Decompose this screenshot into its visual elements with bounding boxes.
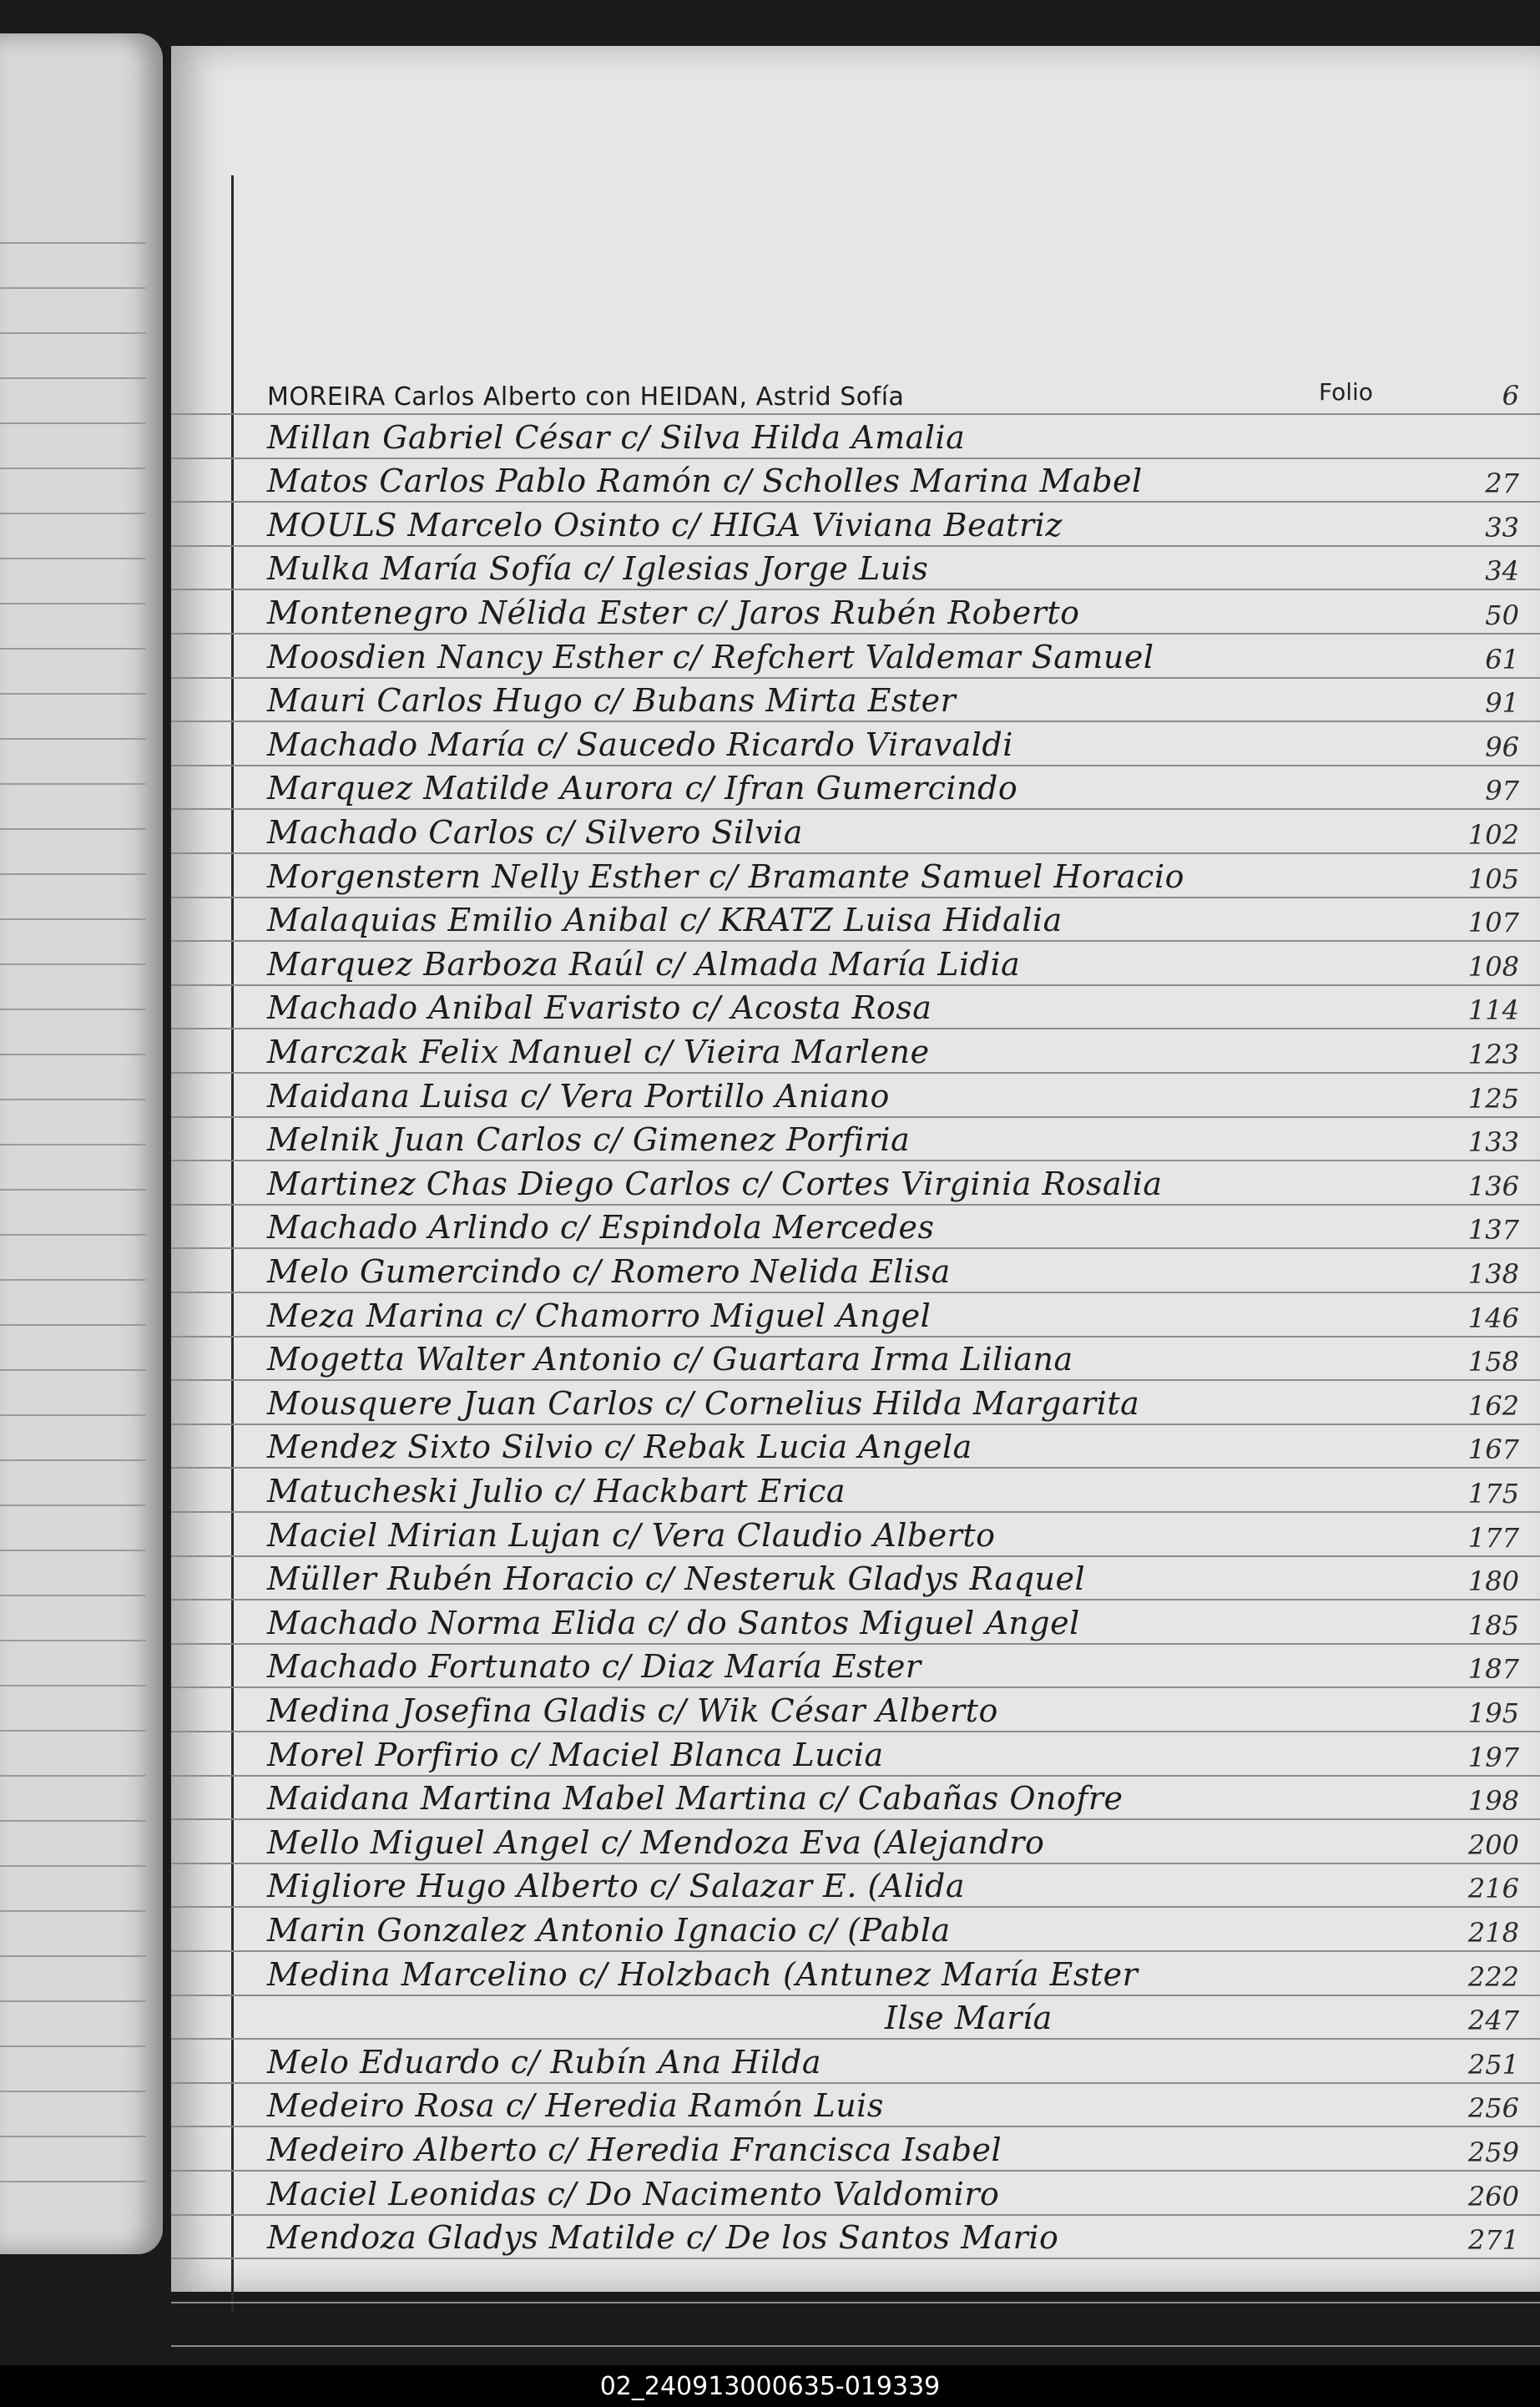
entry-name: Marquez Barboza Raúl c/ Almada María Lidia	[267, 946, 1021, 983]
entry-folio: 200	[1467, 1829, 1519, 1861]
left-page-rule	[0, 1279, 146, 1281]
ledger-entry	[267, 1998, 1536, 2040]
left-page-rule	[0, 1369, 146, 1371]
ledger-entry	[267, 1471, 1536, 1513]
left-page-rule	[0, 873, 146, 875]
ledger-entry	[267, 2174, 1536, 2216]
entry-folio: 6	[1502, 380, 1519, 412]
entry-folio: 97	[1485, 775, 1519, 807]
entry-name: Moosdien Nancy Esther c/ Refchert Valdemar Samuel	[267, 639, 1154, 675]
ledger-entry	[267, 1954, 1536, 1996]
folio-header: Folio	[1319, 378, 1373, 406]
entry-name: Medina Josefina Gladis c/ Wik César Alberto	[267, 1692, 998, 1729]
entry-folio: 195	[1467, 1697, 1519, 1729]
ledger-entry	[267, 1603, 1536, 1645]
left-page-rule	[0, 513, 146, 514]
ledger-entry	[267, 1032, 1536, 1074]
entry-folio: 251	[1467, 2049, 1519, 2081]
entry-name: Marquez Matilde Aurora c/ Ifran Gumercindo	[267, 770, 1018, 807]
entry-folio: 260	[1467, 2181, 1519, 2212]
entry-folio: 136	[1467, 1171, 1519, 1202]
ledger-entry	[267, 1515, 1536, 1557]
entry-folio: 123	[1467, 1039, 1519, 1070]
ledger-entry	[267, 461, 1536, 503]
entry-folio: 102	[1467, 819, 1519, 851]
entry-name: Mulka María Sofía c/ Iglesias Jorge Luis	[267, 550, 929, 587]
left-page-rule	[0, 1099, 146, 1100]
entry-name: Melo Eduardo c/ Rubín Ana Hilda	[267, 2044, 822, 2081]
left-page-rule	[0, 242, 146, 244]
entry-folio: 133	[1467, 1126, 1519, 1158]
entry-folio: 105	[1467, 863, 1519, 895]
entry-folio: 27	[1485, 468, 1519, 499]
entry-name: Mendez Sixto Silvio c/ Rebak Lucia Angela	[267, 1429, 972, 1465]
ledger-entry	[267, 1691, 1536, 1732]
ledger-entry	[267, 1735, 1536, 1777]
left-page-rule	[0, 1685, 146, 1686]
entry-folio: 216	[1467, 1873, 1519, 1904]
ledger-entry	[267, 1559, 1536, 1600]
entry-name: Morgenstern Nelly Esther c/ Bramante Samuel Horacio	[267, 858, 1184, 895]
left-page-rule	[0, 287, 146, 289]
entry-name: MOREIRA Carlos Alberto con HEIDAN, Astrid Sofía	[267, 382, 905, 412]
ledger-entry	[267, 857, 1536, 898]
entry-name: Maidana Martina Mabel Martina c/ Cabañas Onofre	[267, 1780, 1123, 1817]
ledger-entry	[267, 1120, 1536, 1161]
ledger-entry	[267, 1207, 1536, 1249]
ledger-entry	[267, 1866, 1536, 1908]
entry-folio: 114	[1467, 994, 1519, 1026]
left-page-rule	[0, 2045, 146, 2047]
entry-folio: 175	[1467, 1478, 1519, 1509]
ledger-entry	[267, 417, 1536, 459]
entry-folio: 34	[1485, 555, 1519, 587]
left-page-rule	[0, 2136, 146, 2137]
left-page-rule	[0, 558, 146, 559]
entry-name: Machado Anibal Evaristo c/ Acosta Rosa	[267, 989, 932, 1026]
scan-stamp-text: 02_240913000635-019339	[599, 2371, 941, 2401]
entry-name: Machado Arlindo c/ Espindola Mercedes	[267, 1209, 935, 1246]
entry-name: Martinez Chas Diego Carlos c/ Cortes Virginia Rosalia	[267, 1166, 1163, 1202]
entry-name: Mello Miguel Angel c/ Mendoza Eva (Alejandro	[267, 1824, 1045, 1861]
entry-folio: 162	[1467, 1390, 1519, 1422]
entry-name: Mendoza Gladys Matilde c/ De los Santos Mario	[267, 2219, 1059, 2256]
left-page-rule	[0, 1730, 146, 1732]
left-page-rule	[0, 783, 146, 785]
entry-folio: 271	[1467, 2224, 1519, 2256]
entry-name: Montenegro Nélida Ester c/ Jaros Rubén Roberto	[267, 594, 1080, 631]
entry-name: Mauri Carlos Hugo c/ Bubans Mirta Ester	[267, 682, 957, 719]
ledger-entry	[267, 2217, 1536, 2259]
ledger-entry	[267, 1823, 1536, 1864]
left-page-rule	[0, 1640, 146, 1641]
entry-folio: 185	[1467, 1610, 1519, 1641]
left-page-rule	[0, 1595, 146, 1596]
ledger-entry	[267, 812, 1536, 854]
entry-folio: 96	[1485, 731, 1519, 763]
left-page-rule	[0, 1054, 146, 1055]
scan-stamp-bar	[0, 2365, 1540, 2407]
entry-name: Machado Norma Elida c/ do Santos Miguel Angel	[267, 1605, 1080, 1641]
entry-name: Morel Porfirio c/ Maciel Blanca Lucia	[267, 1737, 884, 1773]
entry-folio: 180	[1467, 1565, 1519, 1597]
entry-name: Medeiro Alberto c/ Heredia Francisca Isabel	[267, 2131, 1002, 2168]
left-page-rule	[0, 1550, 146, 1551]
ledger-entry	[267, 680, 1536, 722]
ledger-entry	[267, 1427, 1536, 1469]
entry-name: Mogetta Walter Antonio c/ Guartara Irma Liliana	[267, 1341, 1073, 1378]
ledger-entry	[267, 593, 1536, 635]
left-page-rule	[0, 918, 146, 920]
left-page-rule	[0, 422, 146, 424]
entry-folio: 61	[1485, 644, 1519, 675]
left-page-rule	[0, 963, 146, 965]
entry-name: Machado Carlos c/ Silvero Silvia	[267, 814, 803, 851]
entry-name: Marin Gonzalez Antonio Ignacio c/ (Pabla	[267, 1912, 951, 1949]
entry-folio: 177	[1467, 1522, 1519, 1554]
left-page-rule	[0, 468, 146, 469]
ledger-entry	[267, 1339, 1536, 1381]
entry-name: Meza Marina c/ Chamorro Miguel Angel	[267, 1297, 932, 1334]
ledger-entry	[267, 1296, 1536, 1338]
entry-name: Machado Fortunato c/ Diaz María Ester	[267, 1648, 921, 1685]
ledger-entry	[267, 505, 1536, 547]
left-page-rule	[0, 738, 146, 740]
entry-name: Medeiro Rosa c/ Heredia Ramón Luis	[267, 2087, 884, 2124]
entry-name: Marczak Felix Manuel c/ Vieira Marlene	[267, 1034, 930, 1070]
left-page-rule	[0, 1459, 146, 1461]
entry-folio: 137	[1467, 1214, 1519, 1246]
ledger-entry	[267, 2130, 1536, 2172]
entry-name: Matos Carlos Pablo Ramón c/ Scholles Marina Mabel	[267, 463, 1143, 499]
ledger-rule	[171, 2302, 1540, 2303]
left-page-rule	[0, 648, 146, 650]
ledger-page	[171, 46, 1540, 2292]
ledger-entry	[267, 1778, 1536, 1820]
left-page-rule	[0, 1820, 146, 1822]
entry-name: Melnik Juan Carlos c/ Gimenez Porfiria	[267, 1121, 911, 1158]
entry-folio: 50	[1485, 599, 1519, 631]
entry-folio: 259	[1467, 2136, 1519, 2168]
entry-folio: 146	[1467, 1302, 1519, 1334]
left-page-rule	[0, 1414, 146, 1416]
ledger-entry	[267, 1164, 1536, 1206]
ledger-entry	[267, 944, 1536, 986]
left-page-rule	[0, 1955, 146, 1957]
ledger-entry	[267, 1252, 1536, 1293]
entry-name: Müller Rubén Horacio c/ Nesteruk Gladys Raquel	[267, 1560, 1086, 1597]
ledger-entry	[267, 725, 1536, 766]
left-page-rule	[0, 377, 146, 379]
entry-name: Medina Marcelino c/ Holzbach (Antunez María Ester	[267, 1956, 1139, 1993]
entry-name: Matucheski Julio c/ Hackbart Erica	[267, 1473, 846, 1509]
entry-folio: 222	[1467, 1961, 1519, 1993]
ledger-entry	[267, 637, 1536, 679]
entry-folio: 198	[1467, 1785, 1519, 1817]
ledger-entry	[267, 1383, 1536, 1425]
ledger-entry	[267, 900, 1536, 942]
entry-name: Melo Gumercindo c/ Romero Nelida Elisa	[267, 1253, 951, 1290]
left-page-rule	[0, 332, 146, 334]
entry-folio: 187	[1467, 1653, 1519, 1685]
entry-name: Machado María c/ Saucedo Ricardo Viravaldi	[267, 726, 1013, 763]
ledger-rule	[171, 2345, 1540, 2347]
left-page	[0, 33, 163, 2254]
ledger-entry	[267, 1646, 1536, 1688]
entry-folio: 107	[1467, 907, 1519, 938]
ledger-entry	[267, 373, 1536, 415]
entry-name: Millan Gabriel César c/ Silva Hilda Amalia	[267, 419, 966, 456]
ledger-entry	[267, 1076, 1536, 1118]
entry-folio: 108	[1467, 951, 1519, 983]
ledger-entry	[267, 2042, 1536, 2084]
left-page-rule	[0, 1910, 146, 1912]
entry-name: Maciel Leonidas c/ Do Nacimento Valdomiro	[267, 2176, 1000, 2212]
entry-name: Maidana Luisa c/ Vera Portillo Aniano	[267, 1078, 890, 1115]
entry-folio: 256	[1467, 2092, 1519, 2124]
entry-folio: 91	[1485, 687, 1519, 719]
ledger-entry	[267, 2086, 1536, 2127]
left-page-rule	[0, 1144, 146, 1145]
entry-folio: 197	[1467, 1742, 1519, 1773]
entry-name: Maciel Mirian Lujan c/ Vera Claudio Alberto	[267, 1517, 996, 1554]
left-page-rule	[0, 2181, 146, 2182]
entry-folio: 33	[1485, 512, 1519, 544]
left-page-rule	[0, 1009, 146, 1010]
left-page-rule	[0, 603, 146, 604]
ledger-entry	[267, 768, 1536, 810]
left-page-rule	[0, 2091, 146, 2092]
entry-name: Mousquere Juan Carlos c/ Cornelius Hilda Margarita	[267, 1385, 1140, 1422]
entry-name: Ilse María	[885, 2000, 1053, 2036]
ledger-entry	[267, 988, 1536, 1029]
entry-folio: 247	[1467, 2005, 1519, 2036]
left-page-rule	[0, 1234, 146, 1236]
ledger-entry	[267, 549, 1536, 590]
entry-folio: 138	[1467, 1258, 1519, 1290]
entry-folio: 218	[1467, 1917, 1519, 1949]
entry-folio: 167	[1467, 1434, 1519, 1465]
entry-name: MOULS Marcelo Osinto c/ HIGA Viviana Beatriz	[267, 507, 1063, 544]
left-page-rule	[0, 1324, 146, 1326]
left-page-rule	[0, 1504, 146, 1506]
ledger-entry	[267, 1910, 1536, 1952]
left-page-rule	[0, 2000, 146, 2002]
entry-name: Malaquias Emilio Anibal c/ KRATZ Luisa Hidalia	[267, 902, 1063, 938]
left-page-rule	[0, 1865, 146, 1867]
margin-line	[231, 175, 234, 2313]
entry-name: Migliore Hugo Alberto c/ Salazar E. (Alida	[267, 1868, 966, 1904]
left-page-rule	[0, 1775, 146, 1777]
entry-folio: 125	[1467, 1083, 1519, 1115]
left-page-rule	[0, 693, 146, 695]
entry-folio: 158	[1467, 1346, 1519, 1378]
left-page-rule	[0, 1189, 146, 1191]
left-page-rule	[0, 828, 146, 830]
